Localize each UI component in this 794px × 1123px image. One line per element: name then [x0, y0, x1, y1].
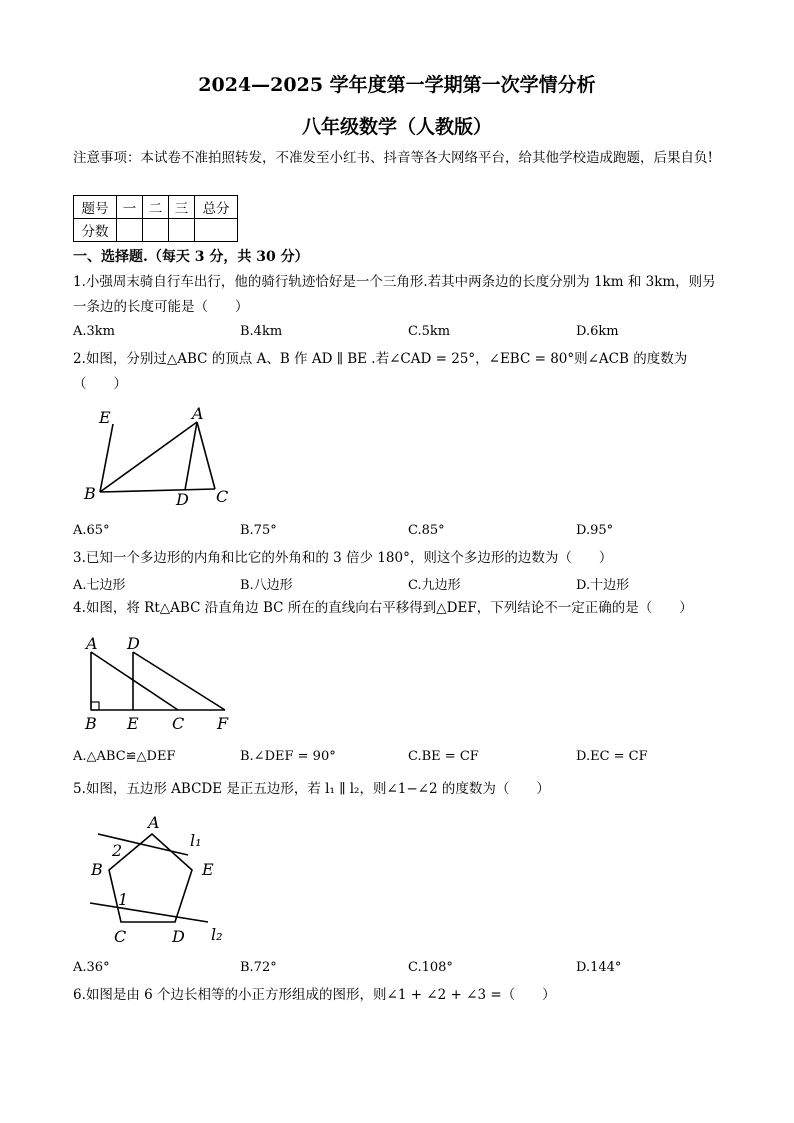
figure-label: C [216, 487, 229, 506]
exam-subtitle: 八年级数学（人教版） [301, 116, 492, 138]
option-c: C.108° [408, 960, 453, 975]
question-2: 2.如图，分别过△ABC 的顶点 A、B 作 AD ∥ BE .若∠CAD = 25°，∠EBC = 80°则∠ACB 的度数为（ ） [73, 351, 688, 392]
option-c: C.85° [408, 523, 445, 538]
option-c: C.5km [408, 324, 451, 339]
figure-label: B [84, 484, 96, 503]
table-row [74, 196, 238, 219]
figure-label: A [192, 404, 204, 423]
question-6: 6.如图是由 6 个边长相等的小正方形组成的图形，则∠1 + ∠2 + ∠3 =（ ） [73, 987, 556, 1003]
option-d: D.EC = CF [576, 749, 648, 764]
option-a: A.36° [73, 960, 110, 975]
option-a: A.七边形 [73, 578, 126, 593]
table-cell [169, 219, 195, 242]
score-table [73, 195, 238, 242]
question-1: 1.小强周末骑自行车出行，他的骑行轨迹恰好是一个三角形.若其中两条边的长度分别为 1km 和 3km，则另一条边的长度可能是（ ） [73, 274, 716, 315]
figure-label: 2 [112, 841, 123, 860]
figure-label: B [85, 714, 97, 733]
figure-label: C [172, 714, 185, 733]
figure-label: E [99, 408, 111, 427]
exam-title: 2024—2025 学年度第一学期第一次学情分析 [198, 74, 596, 96]
question-5: 5.如图，五边形 ABCDE 是正五边形，若 l₁ ∥ l₂，则∠1−∠2 的度数为（ ） [73, 781, 550, 797]
section-heading: 一、选择题.（每天 3 分，共 30 分） [73, 249, 309, 265]
table-cell: 三 [169, 196, 195, 219]
option-b: B.75° [240, 523, 277, 538]
figure-label: D [176, 490, 189, 509]
table-row [74, 219, 238, 242]
option-b: B.∠DEF = 90° [240, 749, 336, 764]
option-a: A.3km [73, 324, 115, 339]
figure-label: E [127, 714, 139, 733]
table-cell: 总分 [195, 196, 238, 219]
option-b: B.八边形 [240, 578, 293, 593]
table-cell [143, 219, 169, 242]
option-d: D.144° [576, 960, 622, 975]
translated-triangles-figure [80, 630, 240, 740]
figure-label: 1 [118, 890, 129, 909]
figure-label: C [114, 927, 127, 946]
pentagon-figure [80, 812, 250, 952]
table-cell: 题号 [74, 196, 117, 219]
figure-label: F [217, 714, 229, 733]
option-d: D.95° [576, 523, 614, 538]
option-a: A.△ABC≌△DEF [73, 749, 176, 764]
notice-text: 注意事项：本试卷不准拍照转发，不准发至小红书、抖音等各大网络平台，给其他学校造成跑题，后果自负! [73, 150, 713, 166]
option-b: B.72° [240, 960, 277, 975]
question-3: 3.已知一个多边形的内角和比它的外角和的 3 倍少 180°，则这个多边形的边数为（ ） [73, 550, 613, 566]
table-cell [117, 219, 143, 242]
figure-label: D [127, 634, 140, 653]
option-c: C.BE = CF [408, 749, 479, 764]
option-d: D.十边形 [576, 578, 630, 593]
question-4: 4.如图，将 Rt△ABC 沿直角边 BC 所在的直线向右平移得到△DEF，下列结论不一定正确的是（ ） [73, 600, 693, 616]
figure-label: D [172, 927, 185, 946]
figure-label: l₁ [190, 831, 202, 850]
option-a: A.65° [73, 523, 110, 538]
figure-label: E [202, 860, 214, 879]
triangle-abc-figure [80, 400, 240, 510]
table-cell: 分数 [74, 219, 117, 242]
option-c: C.九边形 [408, 578, 461, 593]
figure-label: l₂ [211, 925, 223, 944]
option-b: B.4km [240, 324, 283, 339]
figure-label: B [91, 860, 103, 879]
table-cell: 一 [117, 196, 143, 219]
table-cell: 二 [143, 196, 169, 219]
option-d: D.6km [576, 324, 619, 339]
figure-label: A [148, 813, 160, 832]
figure-label: A [86, 634, 98, 653]
table-cell [195, 219, 238, 242]
